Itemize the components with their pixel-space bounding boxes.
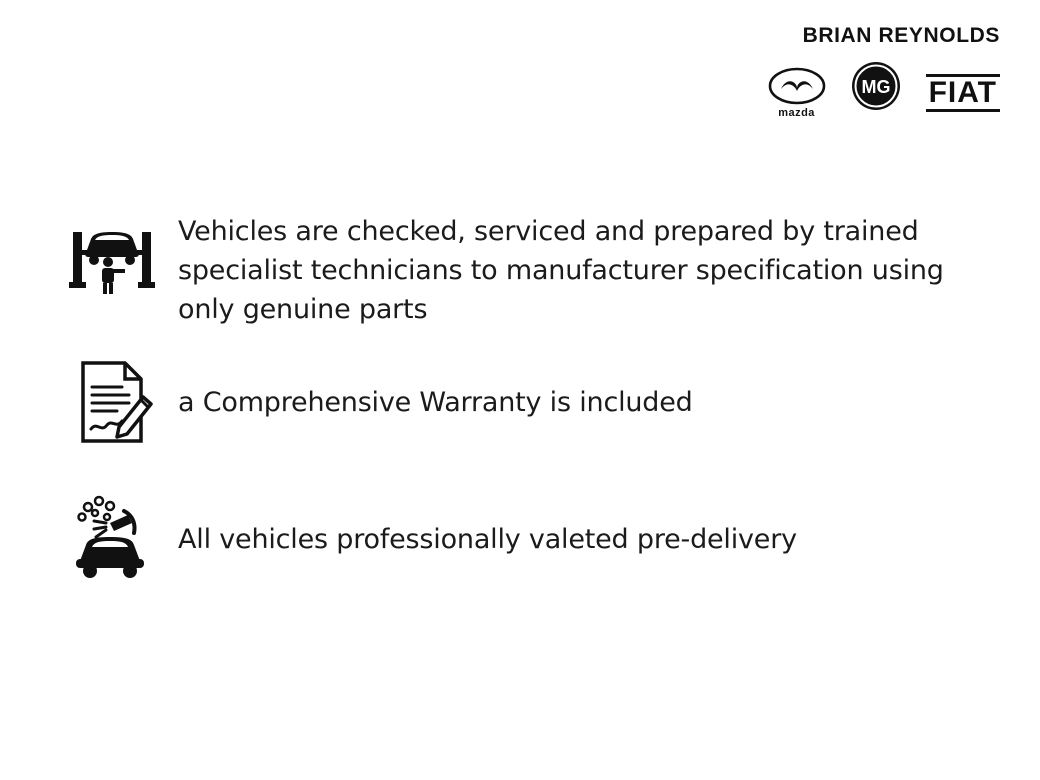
mg-logo (850, 60, 902, 126)
mazda-logo (768, 67, 826, 119)
fiat-logo (926, 74, 1000, 112)
car-wash-icon (58, 493, 166, 585)
signed-document-glyph (67, 357, 157, 447)
feature-list (58, 210, 998, 613)
brand-header (768, 24, 1000, 126)
car-on-lift-icon (58, 210, 166, 304)
feature-text: All vehicles professionally valeted pre-delivery (178, 523, 797, 555)
feature-item (58, 210, 998, 329)
feature-text: Vehicles are checked, serviced and prepared by trained specialist technicians to manufacturer specification using only genuine parts (178, 216, 944, 326)
brand-logo-row (768, 60, 1000, 126)
feature-text: a Comprehensive Warranty is included (178, 386, 693, 418)
feature-item (58, 357, 998, 447)
fiat-wordmark: FIAT (926, 74, 1000, 112)
svg-text:MG: MG (861, 77, 891, 97)
signed-document-icon (58, 357, 166, 447)
car-wash-glyph (66, 493, 158, 585)
dealer-name: BRIAN REYNOLDS (802, 24, 1000, 47)
mazda-wordmark: mazda (778, 107, 815, 119)
mg-emblem-icon (850, 60, 902, 112)
mazda-emblem-icon (768, 67, 826, 105)
car-on-lift-glyph (67, 224, 157, 304)
feature-item (58, 493, 998, 585)
